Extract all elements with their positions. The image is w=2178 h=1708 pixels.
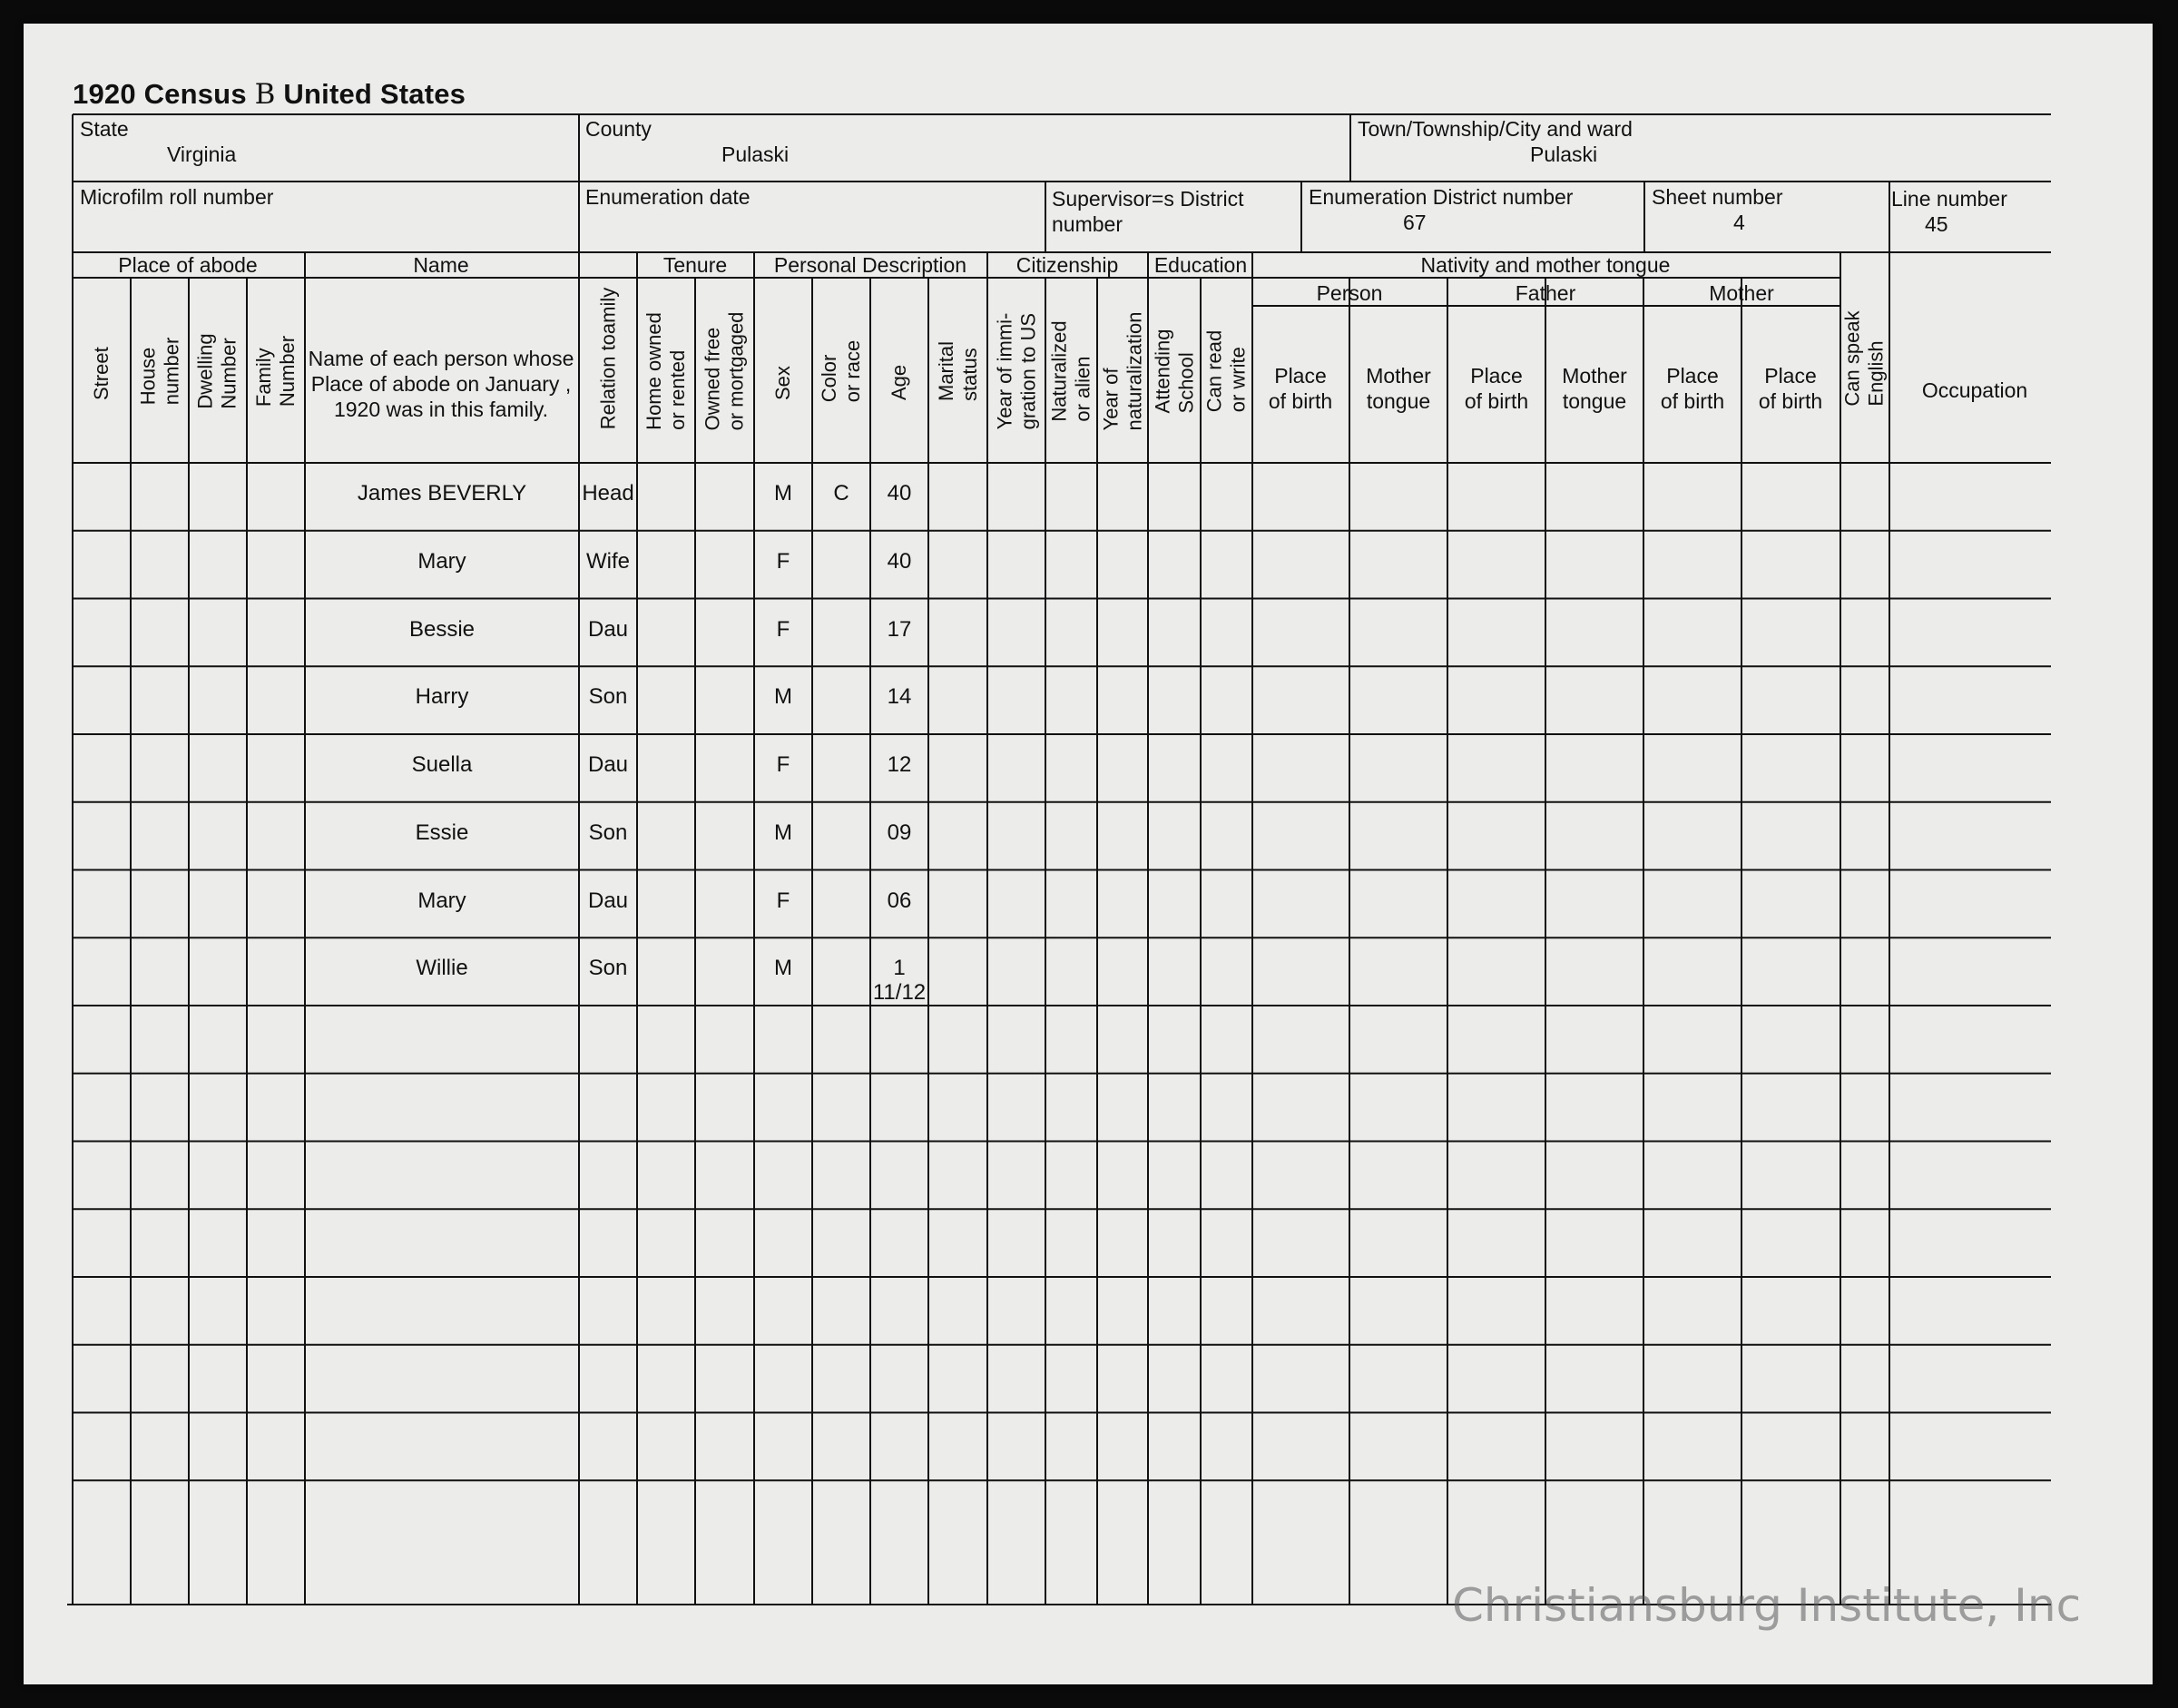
sex-cell: M [774, 956, 792, 981]
header-line: English [1865, 340, 1888, 407]
header-line: or mortgaged [724, 311, 748, 431]
father-mother-tongue-header [1562, 363, 1627, 414]
header-line: Owned free [701, 327, 724, 431]
relation-cell: Son [588, 820, 628, 845]
line-number-value: 45 [1925, 212, 1948, 236]
header-line: number [160, 337, 182, 406]
age-header [870, 281, 928, 461]
name-cell: Harry [415, 684, 469, 710]
name-cell: Willie [416, 956, 468, 981]
sex-cell: M [774, 684, 792, 710]
header-line: Street [90, 347, 113, 400]
town-value: Pulaski [1530, 142, 1598, 166]
house-number-header [131, 281, 189, 461]
group-person: Person [1316, 281, 1383, 305]
family-number-header [247, 281, 305, 461]
sex-header [754, 281, 812, 461]
group-nativity: Nativity and mother tongue [1420, 253, 1671, 277]
header-line: or write [1226, 347, 1250, 413]
name-desc-line-2: Place of abode on January , [310, 372, 572, 396]
hdr-line: tongue [1366, 389, 1431, 413]
group-mother: Mother [1709, 281, 1774, 305]
header-line: Family [252, 348, 275, 407]
name-cell: James BEVERLY [357, 481, 527, 506]
page-title [73, 78, 466, 111]
header-line: Marital [934, 340, 957, 402]
hdr-line: of birth [1464, 389, 1529, 413]
header-line: or alien [1071, 356, 1094, 422]
marital-status-header [928, 281, 987, 461]
age-cell: 09 [887, 820, 912, 845]
supervisor-label-2: number [1052, 212, 1123, 236]
sex-cell: F [776, 752, 790, 777]
sheet-number-value: 4 [1733, 211, 1745, 234]
color-header [812, 281, 870, 461]
person-mother-tongue-header [1366, 363, 1431, 414]
header-line: or race [841, 339, 865, 403]
name-cell: Suella [411, 752, 473, 777]
sex-cell: M [774, 820, 792, 845]
header-line: School [1174, 352, 1197, 414]
group-education: Education [1153, 253, 1248, 277]
hdr-line: Place [1666, 364, 1719, 388]
read-write-header [1201, 281, 1252, 461]
sex-cell: M [774, 481, 792, 506]
microfilm-label: Microfilm roll number [80, 185, 274, 209]
title-year: 1920 Census [73, 78, 247, 110]
hdr-line: Place [1764, 364, 1817, 388]
dwelling-number-header [189, 281, 247, 461]
header-line: Can read [1202, 329, 1226, 413]
header-line: status [957, 348, 981, 402]
name-cell: Bessie [408, 616, 476, 642]
sheet-number-label: Sheet number [1652, 185, 1783, 209]
hdr-line: of birth [1660, 389, 1725, 413]
age-cell: 40 [887, 481, 912, 506]
header-line: Attending [1151, 329, 1173, 414]
relation-cell: Dau [587, 888, 629, 913]
county-label: County [585, 117, 652, 141]
relation-cell: Wife [586, 548, 630, 574]
owned-free-header [695, 281, 754, 461]
age-cell: 14 [887, 684, 912, 710]
header-line: Dwelling [194, 333, 217, 409]
attending-school-header [1148, 281, 1201, 461]
enumeration-district-label: Enumeration District number [1309, 185, 1574, 209]
age-cell: 12 [887, 752, 912, 777]
age-cell: 17 [887, 616, 912, 642]
age-cell: 40 [887, 548, 912, 574]
relation-header [579, 256, 637, 461]
occupation-header: Occupation [1921, 378, 2028, 402]
name-cell: Mary [417, 888, 466, 913]
name-cell: Essie [415, 820, 469, 845]
year-immigration-header [987, 281, 1045, 461]
header-line: Number [218, 338, 240, 409]
hdr-line: Mother [1366, 364, 1431, 388]
header-line: Age [888, 364, 910, 400]
header-line: Color [818, 354, 841, 403]
county-value: Pulaski [721, 142, 790, 166]
relation-cell: Son [588, 684, 628, 710]
hdr-line: Place [1470, 364, 1523, 388]
group-father: Father [1515, 281, 1576, 305]
age-cell: 06 [887, 888, 912, 913]
age-fraction-cell: 11/12 [872, 980, 927, 1006]
header-line: or rented [666, 349, 690, 430]
town-label: Town/Township/City and ward [1358, 117, 1633, 141]
speak-english-header [1840, 256, 1889, 461]
street-header [73, 281, 131, 461]
mother-place-of-birth-header [1661, 363, 1724, 414]
year-naturalization-header [1097, 281, 1148, 461]
relation-cell: Dau [587, 616, 629, 642]
name-desc-line-1: Name of each person whose [308, 347, 574, 370]
home-owned-header [637, 281, 695, 461]
hdr-line: Place [1274, 364, 1327, 388]
father-place-of-birth-header [1465, 363, 1528, 414]
header-line: Relation toamily [596, 287, 620, 430]
group-citizenship: Citizenship [1015, 253, 1119, 277]
sex-cell: F [776, 888, 790, 913]
state-label: State [80, 117, 129, 141]
header-line: gration to US [1016, 312, 1039, 430]
title-country: United States [283, 78, 466, 110]
watermark: Christiansburg Institute, Inc [1452, 1579, 2082, 1632]
name-column-description [309, 346, 574, 422]
enumeration-date-label: Enumeration date [585, 185, 751, 209]
header-line: House [136, 347, 159, 406]
sex-cell: F [776, 616, 790, 642]
header-line: Can speak [1841, 310, 1864, 407]
person-place-of-birth-header [1269, 363, 1332, 414]
sex-cell: F [776, 548, 790, 574]
supervisor-label-1: Supervisor=s District [1052, 187, 1244, 211]
header-line: Naturalized [1047, 320, 1071, 422]
header-line: Number [276, 335, 299, 407]
header-line: Sex [771, 366, 794, 400]
header-line: Home owned [643, 312, 666, 430]
group-place-of-abode: Place of abode [118, 253, 258, 277]
relation-cell: Dau [587, 752, 629, 777]
state-value: Virginia [167, 142, 237, 166]
name-desc-line-3: 1920 was in this family. [333, 398, 549, 421]
hdr-line: tongue [1562, 389, 1627, 413]
header-line: Year of [1099, 368, 1122, 431]
naturalized-header [1045, 281, 1097, 461]
hdr-line: of birth [1758, 389, 1823, 413]
line-number-label: Line number [1891, 187, 2007, 211]
title-separator: B [254, 78, 276, 111]
age-cell: 1 [893, 956, 906, 981]
relation-cell: Head [582, 481, 634, 506]
relation-cell: Son [588, 956, 628, 981]
header-line: Year of immi- [993, 312, 1015, 430]
header-line: naturalization [1123, 311, 1145, 431]
color-cell: C [833, 481, 849, 506]
enumeration-district-value: 67 [1403, 211, 1427, 234]
hdr-line: Mother [1562, 364, 1627, 388]
mother-place-of-birth-2-header [1759, 363, 1822, 414]
name-cell: Mary [417, 548, 466, 574]
group-name: Name [413, 253, 469, 277]
hdr-line: of birth [1268, 389, 1333, 413]
group-tenure: Tenure [662, 253, 728, 277]
group-personal-description: Personal Description [773, 253, 967, 277]
